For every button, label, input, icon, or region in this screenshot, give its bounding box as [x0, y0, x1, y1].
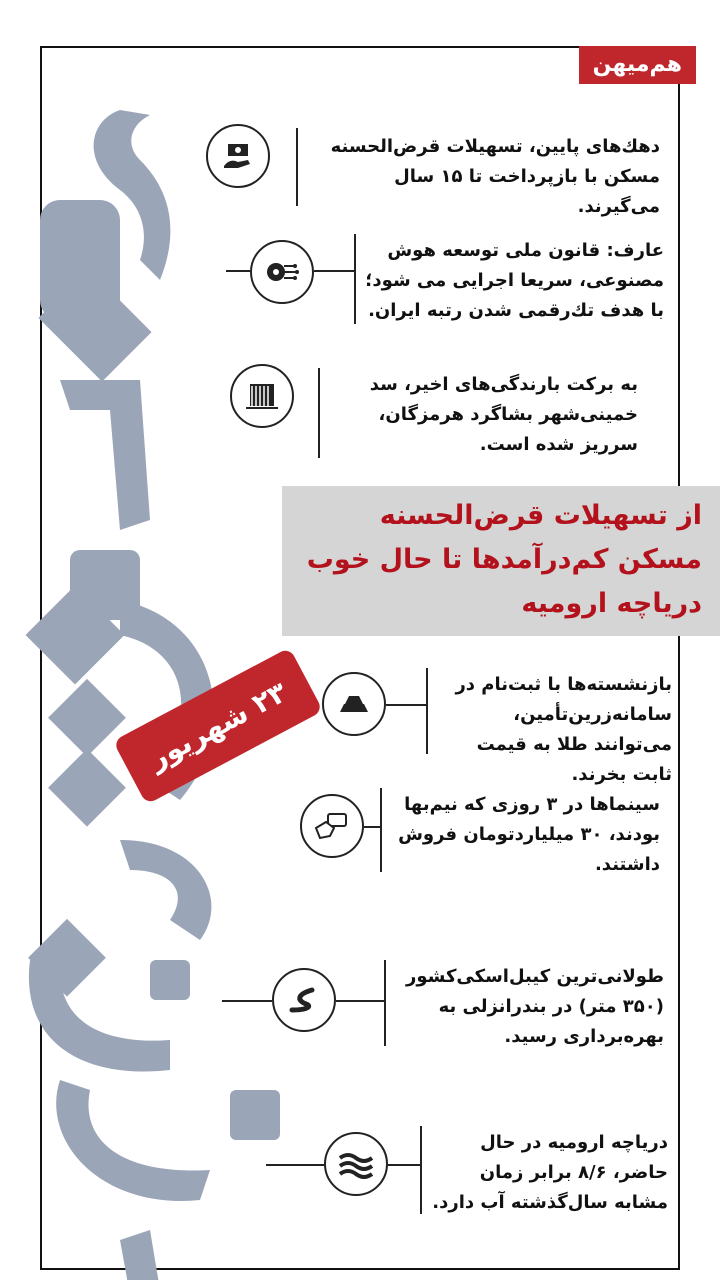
ai-gear-icon: [250, 240, 314, 304]
money-hand-icon: [206, 124, 270, 188]
water-waves-icon: [324, 1132, 388, 1196]
headline: از تسهیلات قرض‌الحسنه مسکن کم‌درآمدها تا حال خوب دریاچه ارومیه: [306, 500, 702, 619]
ski-cable-icon: [272, 968, 336, 1032]
date-stamp: ۲۳ شهریور: [113, 647, 323, 804]
news-item-6: طولانی‌ترین کیبل‌اسکی‌کشور (۳۵۰ متر) در بندرانزلی به بهره‌برداری رسید.: [405, 966, 664, 1047]
gold-bars-icon: [322, 672, 386, 736]
card-payment-icon: [300, 794, 364, 858]
news-item-4: بازنشسته‌ها با ثبت‌نام در سامانه‌زرین‌تأمین، می‌توانند طلا به قیمت ثابت بخرند.: [455, 674, 672, 785]
news-item-7: دریاچه ارومیه در حال حاضر، ۸/۶ برابر زمان مشابه سال‌گذشته آب دارد.: [432, 1132, 668, 1213]
dam-icon: [230, 364, 294, 428]
news-item-2: عارف: قانون ملی توسعه هوش مصنوعی، سریعا اجرایی می شود؛ با هدف تك‌رقمی شدن رتبه ایران.: [365, 240, 664, 321]
news-item-5: سینماها در ۳ روزی که نیم‌بها بودند، ۳۰ میلیاردتومان فروش داشتند.: [398, 794, 660, 875]
brand-logo: هم‌میهن: [579, 46, 696, 84]
news-item-1: دهك‌های پایین، تسهیلات قرض‌الحسنه مسکن با بازپرداخت تا ۱۵ سال می‌گیرند.: [330, 136, 660, 217]
news-item-3: به برکت بارندگی‌های اخیر، سد خمینی‌شهر بشاگرد هرمزگان، سرریز شده است.: [369, 374, 638, 455]
